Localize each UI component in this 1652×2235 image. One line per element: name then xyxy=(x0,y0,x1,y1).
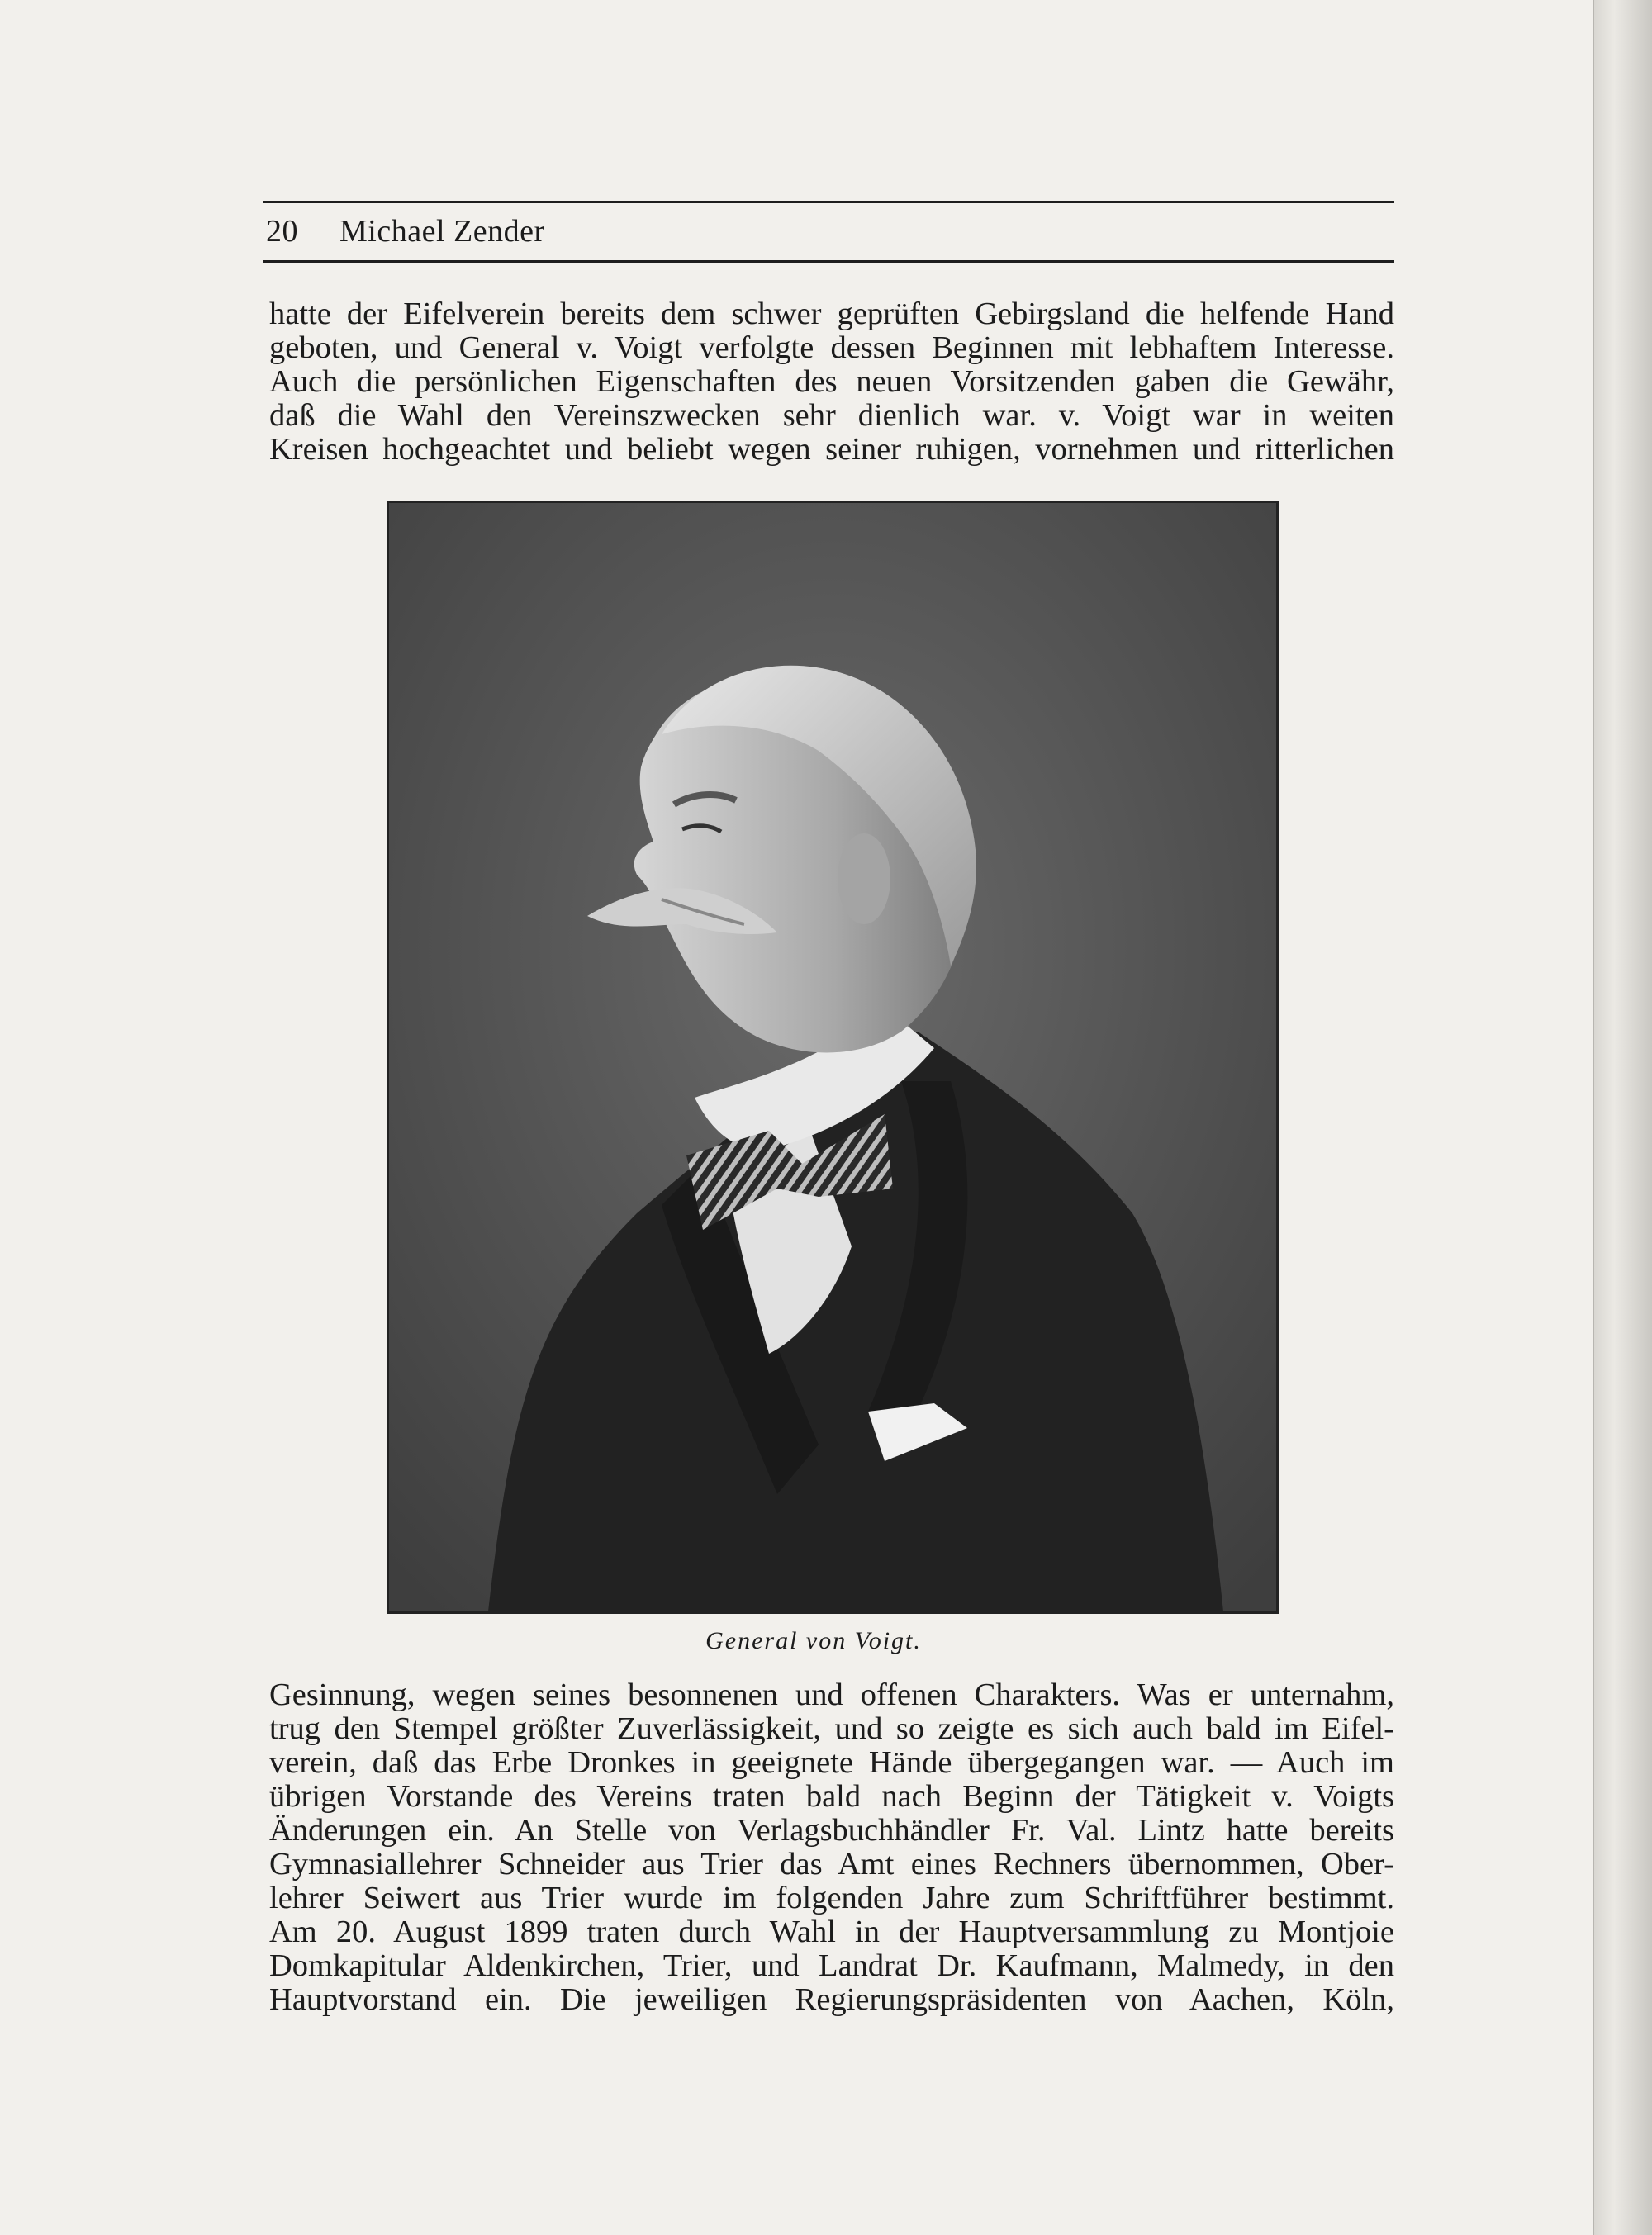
text-line: geboten, und General v. Voigt verfolgte dessen Beginnen mit lebhaftem Interesse. xyxy=(269,330,1394,365)
text-line: daß die Wahl den Vereinszwecken sehr dienlich war. v. Voigt war in weiten xyxy=(269,398,1394,433)
text-line: Auch die persönlichen Eigenschaften des neuen Vorsitzenden gaben die Gewähr, xyxy=(269,364,1394,399)
paragraph-bottom xyxy=(269,1678,1394,2017)
text-line: lehrer Seiwert aus Trier wurde im folgenden Jahre zum Schriftführer bestimmt. xyxy=(269,1881,1394,1915)
portrait-illustration xyxy=(389,503,1276,1611)
page-number: 20 xyxy=(266,214,298,249)
text-line: Kreisen hochgeachtet und beliebt wegen seiner ruhigen, vornehmen und ritterlichen xyxy=(269,432,1394,467)
running-head-author: Michael Zender xyxy=(339,214,545,249)
text-line: Am 20. August 1899 traten durch Wahl in der Hauptversammlung zu Montjoie xyxy=(269,1915,1394,1949)
text-line: Gesinnung, wegen seines besonnenen und offenen Charakters. Was er unternahm, xyxy=(269,1677,1394,1712)
header-rule-top xyxy=(263,201,1394,203)
text-line: verein, daß das Erbe Dronkes in geeignete Hände übergegangen war. — Auch im xyxy=(269,1745,1394,1780)
page-edge xyxy=(1593,0,1652,2235)
text-line: übrigen Vorstande des Vereins traten bald nach Beginn der Tätigkeit v. Voigts xyxy=(269,1779,1394,1814)
header-rule-bottom xyxy=(263,260,1394,263)
text-line: Domkapitular Aldenkirchen, Trier, und Landrat Dr. Kaufmann, Malmedy, in den xyxy=(269,1948,1394,1983)
portrait-photo xyxy=(387,501,1279,1614)
text-line: Gymnasiallehrer Schneider aus Trier das Amt eines Rechners übernommen, Ober- xyxy=(269,1847,1394,1881)
text-line: Änderungen ein. An Stelle von Verlagsbuchhändler Fr. Val. Lintz hatte bereits xyxy=(269,1813,1394,1848)
paragraph-top xyxy=(269,297,1394,467)
text-line: trug den Stempel größter Zuverlässigkeit, und so zeigte es sich auch bald im Eifel- xyxy=(269,1711,1394,1746)
text-line: hatte der Eifelverein bereits dem schwer geprüften Gebirgsland die helfende Hand xyxy=(269,297,1394,331)
figure-caption xyxy=(0,1627,1652,1655)
text-line: Hauptvorstand ein. Die jeweiligen Regierungspräsidenten von Aachen, Köln, xyxy=(269,1982,1394,2017)
figure-caption-text: General von Voigt. xyxy=(705,1627,922,1654)
running-head xyxy=(266,213,545,249)
